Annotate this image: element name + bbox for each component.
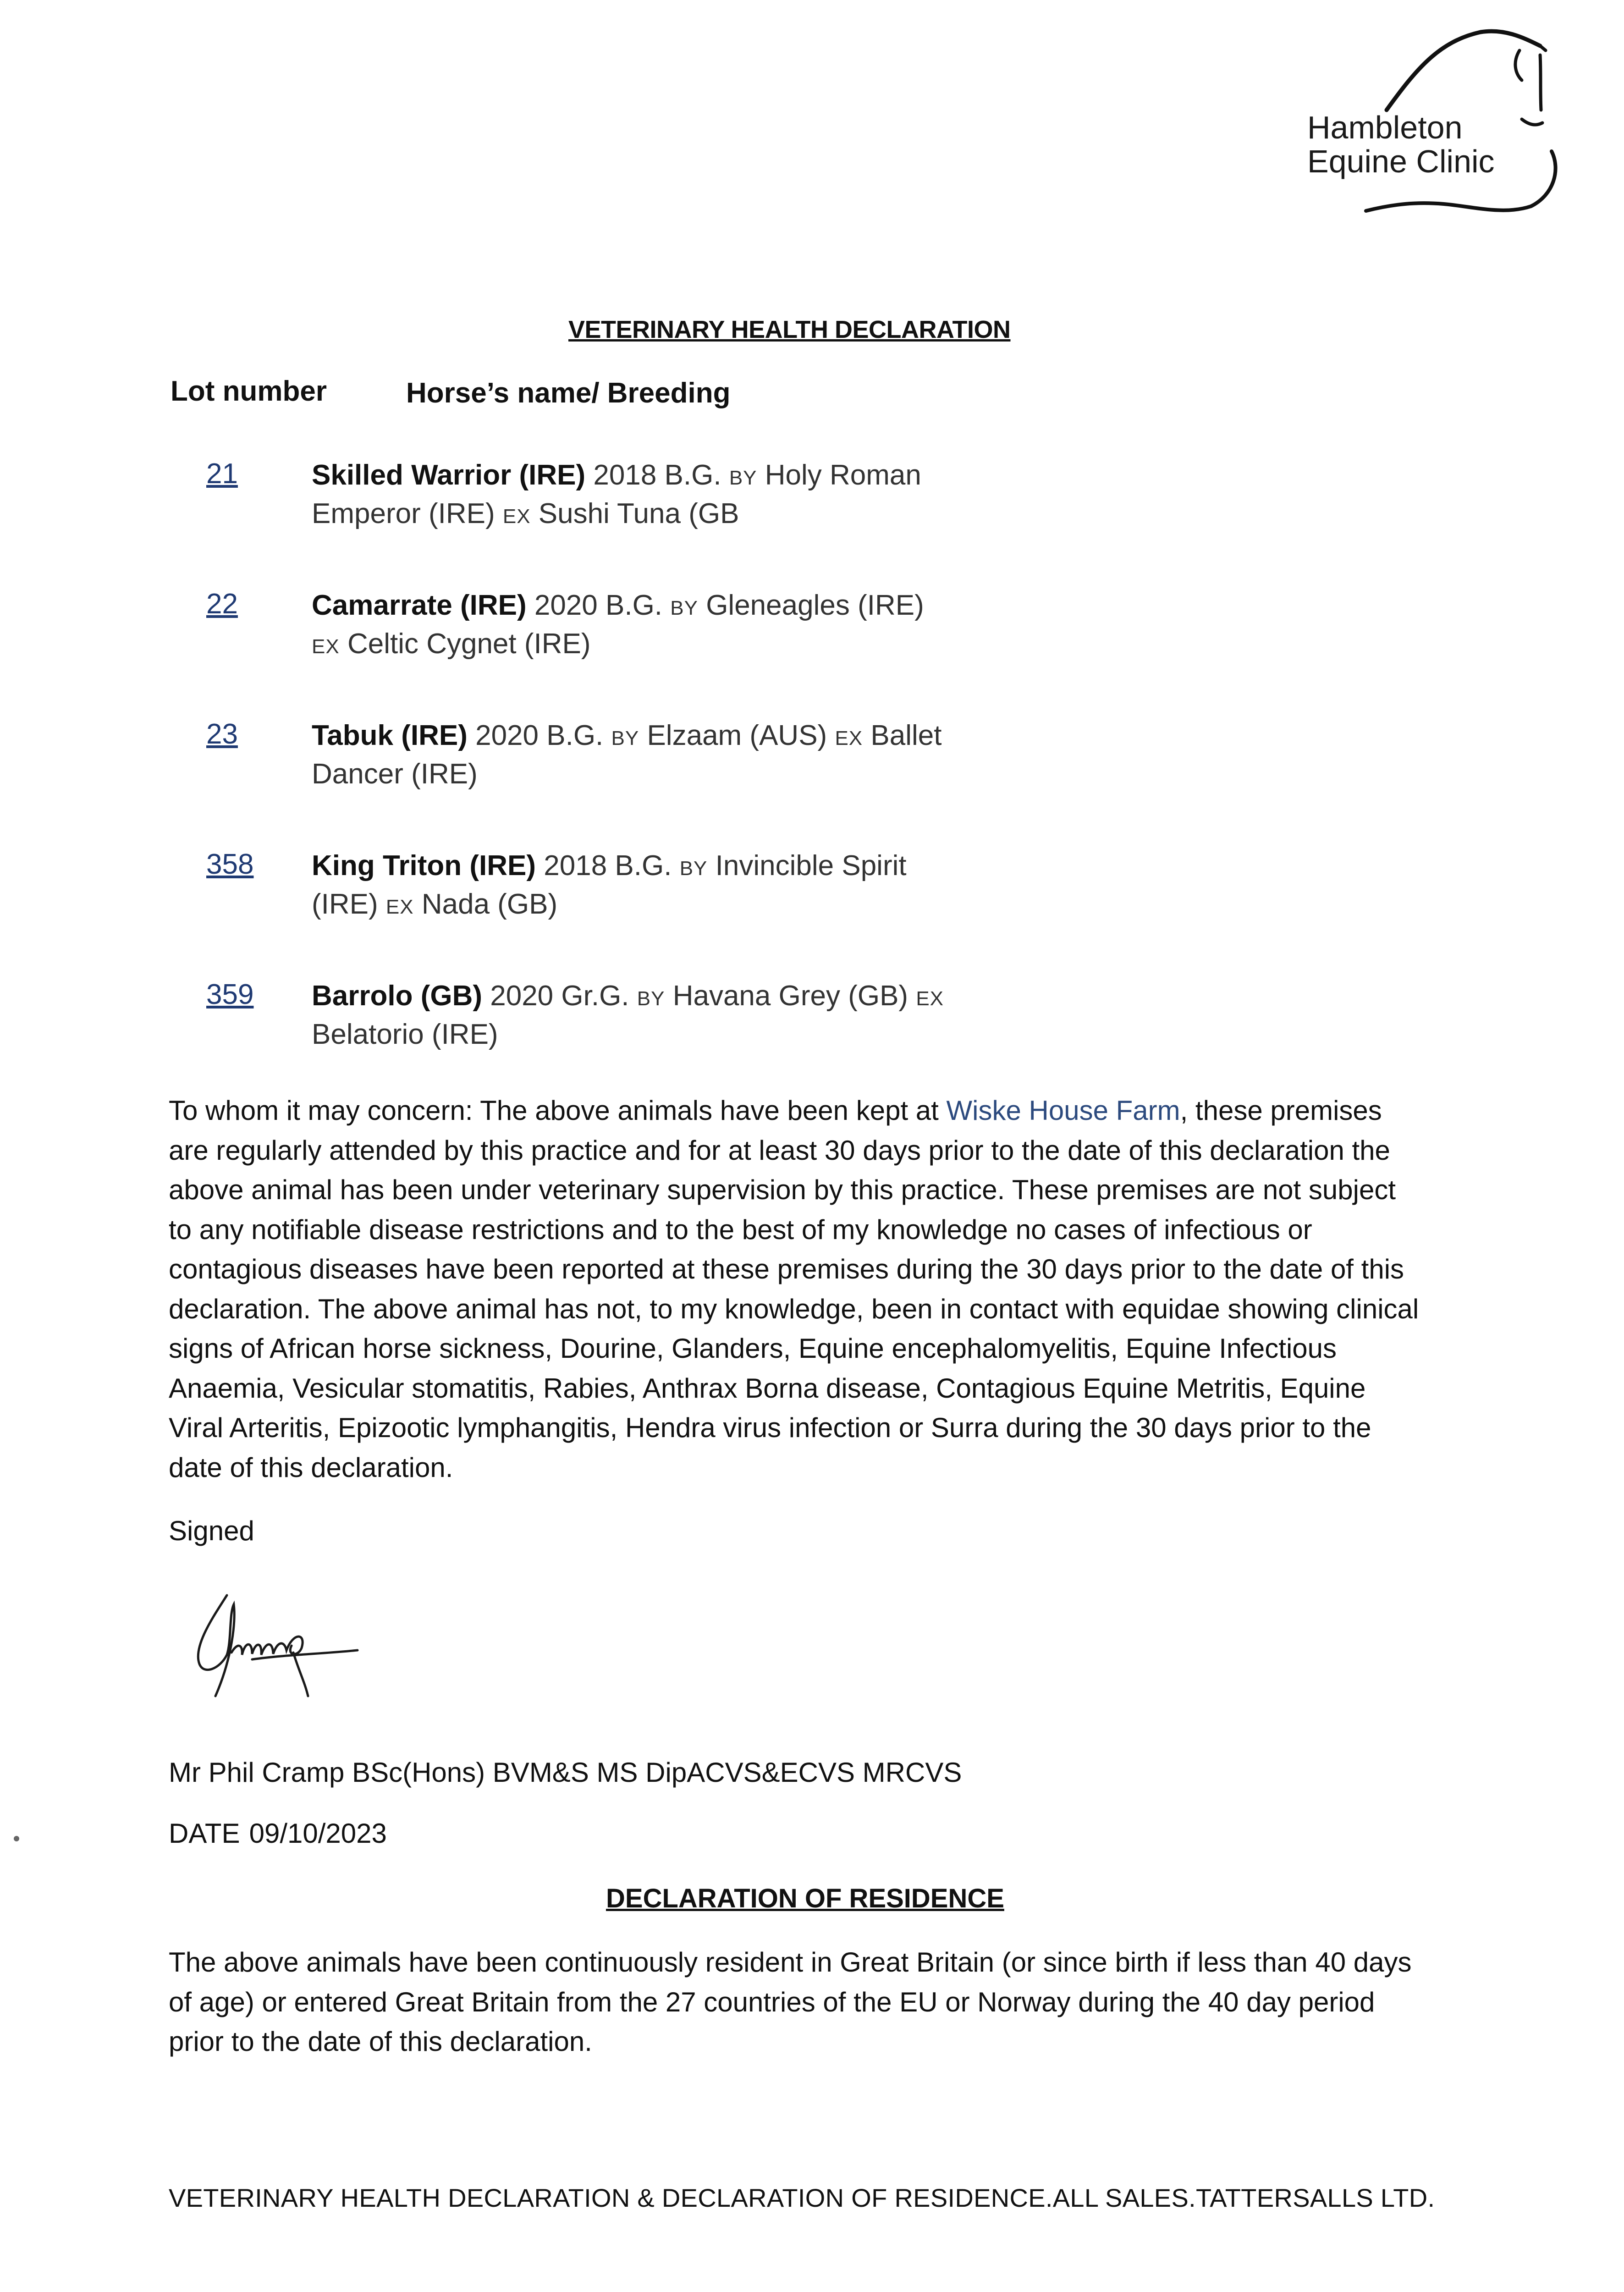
by-label: BY bbox=[729, 467, 757, 489]
ex-label: EX bbox=[916, 987, 944, 1010]
clinic-logo bbox=[1265, 18, 1558, 220]
lot-item bbox=[202, 457, 981, 549]
residence-paragraph: The above animals have been continuously resident in Great Britain (or since birth if less than 40 days of age) or entered Great Britain from the 27 countries of the EU or Norway during the 40 day period prior to the date of this declaration. bbox=[169, 1947, 1412, 2057]
horse-name: Skilled Warrior (IRE) bbox=[312, 459, 586, 491]
horse-details: 2020 B.G. bbox=[475, 720, 604, 751]
horse-name: Barrolo (GB) bbox=[312, 980, 482, 1012]
lot-number: 22 bbox=[206, 588, 238, 620]
lot-item bbox=[202, 848, 981, 940]
logo-line-1: Hambleton bbox=[1307, 110, 1463, 145]
scan-speck bbox=[14, 1836, 19, 1841]
lot-breeding bbox=[312, 588, 953, 665]
horse-name: Tabuk (IRE) bbox=[312, 720, 468, 751]
lot-number: 23 bbox=[206, 718, 238, 750]
dam: Celtic Cygnet (IRE) bbox=[347, 628, 591, 660]
lot-breeding bbox=[312, 457, 953, 534]
horse-details: 2018 B.G. bbox=[593, 459, 721, 491]
dam: Sushi Tuna (GB bbox=[538, 498, 739, 529]
ex-label: EX bbox=[385, 896, 414, 918]
signer-name: Mr Phil Cramp BSc(Hons) BVM&S MS DipACVS&ECVS MRCVS bbox=[169, 1757, 962, 1788]
lot-number: 21 bbox=[206, 458, 238, 490]
sire: Elzaam (AUS) bbox=[647, 720, 827, 751]
lot-item bbox=[202, 978, 981, 1070]
lot-item bbox=[202, 718, 981, 810]
dam: Nada (GB) bbox=[421, 888, 558, 920]
document-title: VETERINARY HEALTH DECLARATION bbox=[568, 316, 1011, 343]
sire: Havana Grey (GB) bbox=[672, 980, 908, 1012]
horse-details: 2018 B.G. bbox=[544, 850, 672, 882]
sire: Gleneagles (IRE) bbox=[706, 590, 924, 621]
ex-label: EX bbox=[312, 635, 340, 658]
farm-name: Wiske House Farm bbox=[946, 1095, 1180, 1126]
declaration-text: , these premises are regularly attended by this practice and for at least 30 days prior to the date of this declaration the above animal has been under veterinary supervision by this practice. These premises are not subject to any notifiable disease restrictions and to the best of my knowledge no cases of infectious or contagious diseases have been reported at these premises during the 30 days prior to the date of this declaration. The above animal has not, to my knowledge, been in contact with equidae showing clinical signs of African horse sickness, Dourine, Glanders, Equine encephalomyelitis, Equine Infectious Anaemia, Vesicular stomatitis, Rabies, Anthrax Borna disease, Contagious Equine Metritis, Equine Viral Arteritis, Epizootic lymphangitis, Hendra virus infection or Surra during the 30 days prior to the date of this declaration. bbox=[169, 1095, 1419, 1483]
horse-name: King Triton (IRE) bbox=[312, 850, 536, 882]
by-label: BY bbox=[670, 597, 698, 619]
sire: Holy Roman Emperor (IRE) bbox=[312, 459, 921, 529]
residence-title: DECLARATION OF RESIDENCE bbox=[606, 1884, 1004, 1913]
dam: Belatorio (IRE) bbox=[312, 1019, 498, 1050]
lot-breeding bbox=[312, 718, 953, 792]
declaration-intro: To whom it may concern: The above animals have been kept at bbox=[169, 1095, 939, 1126]
signed-label: Signed bbox=[169, 1515, 254, 1546]
footer-text: VETERINARY HEALTH DECLARATION & DECLARATION OF RESIDENCE.ALL SALES.TATTERSALLS LTD. bbox=[169, 2183, 1435, 2212]
declaration-paragraph bbox=[169, 1091, 1425, 1488]
date-line bbox=[169, 1818, 387, 1849]
date-value: 09/10/2023 bbox=[249, 1818, 387, 1849]
dam: Ballet Dancer (IRE) bbox=[312, 720, 942, 790]
signature bbox=[183, 1577, 376, 1724]
lot-number: 358 bbox=[206, 848, 254, 880]
column-header-lot: Lot number bbox=[171, 375, 327, 407]
sire: Invincible Spirit (IRE) bbox=[312, 850, 907, 920]
ex-label: EX bbox=[835, 727, 863, 749]
by-label: BY bbox=[611, 727, 639, 749]
lot-breeding bbox=[312, 978, 953, 1052]
signature-icon bbox=[183, 1577, 376, 1724]
date-label: DATE bbox=[169, 1818, 240, 1849]
ex-label: EX bbox=[502, 505, 531, 528]
horse-name: Camarrate (IRE) bbox=[312, 590, 527, 621]
column-header-horse: Horse’s name/ Breeding bbox=[406, 377, 731, 409]
lot-breeding bbox=[312, 848, 953, 925]
horse-details: 2020 B.G. bbox=[534, 590, 663, 621]
lot-number: 359 bbox=[206, 979, 254, 1010]
lot-item bbox=[202, 588, 981, 679]
logo-line-2: Equine Clinic bbox=[1307, 143, 1495, 179]
horse-details: 2020 Gr.G. bbox=[490, 980, 629, 1012]
by-label: BY bbox=[637, 987, 665, 1010]
by-label: BY bbox=[679, 857, 708, 880]
